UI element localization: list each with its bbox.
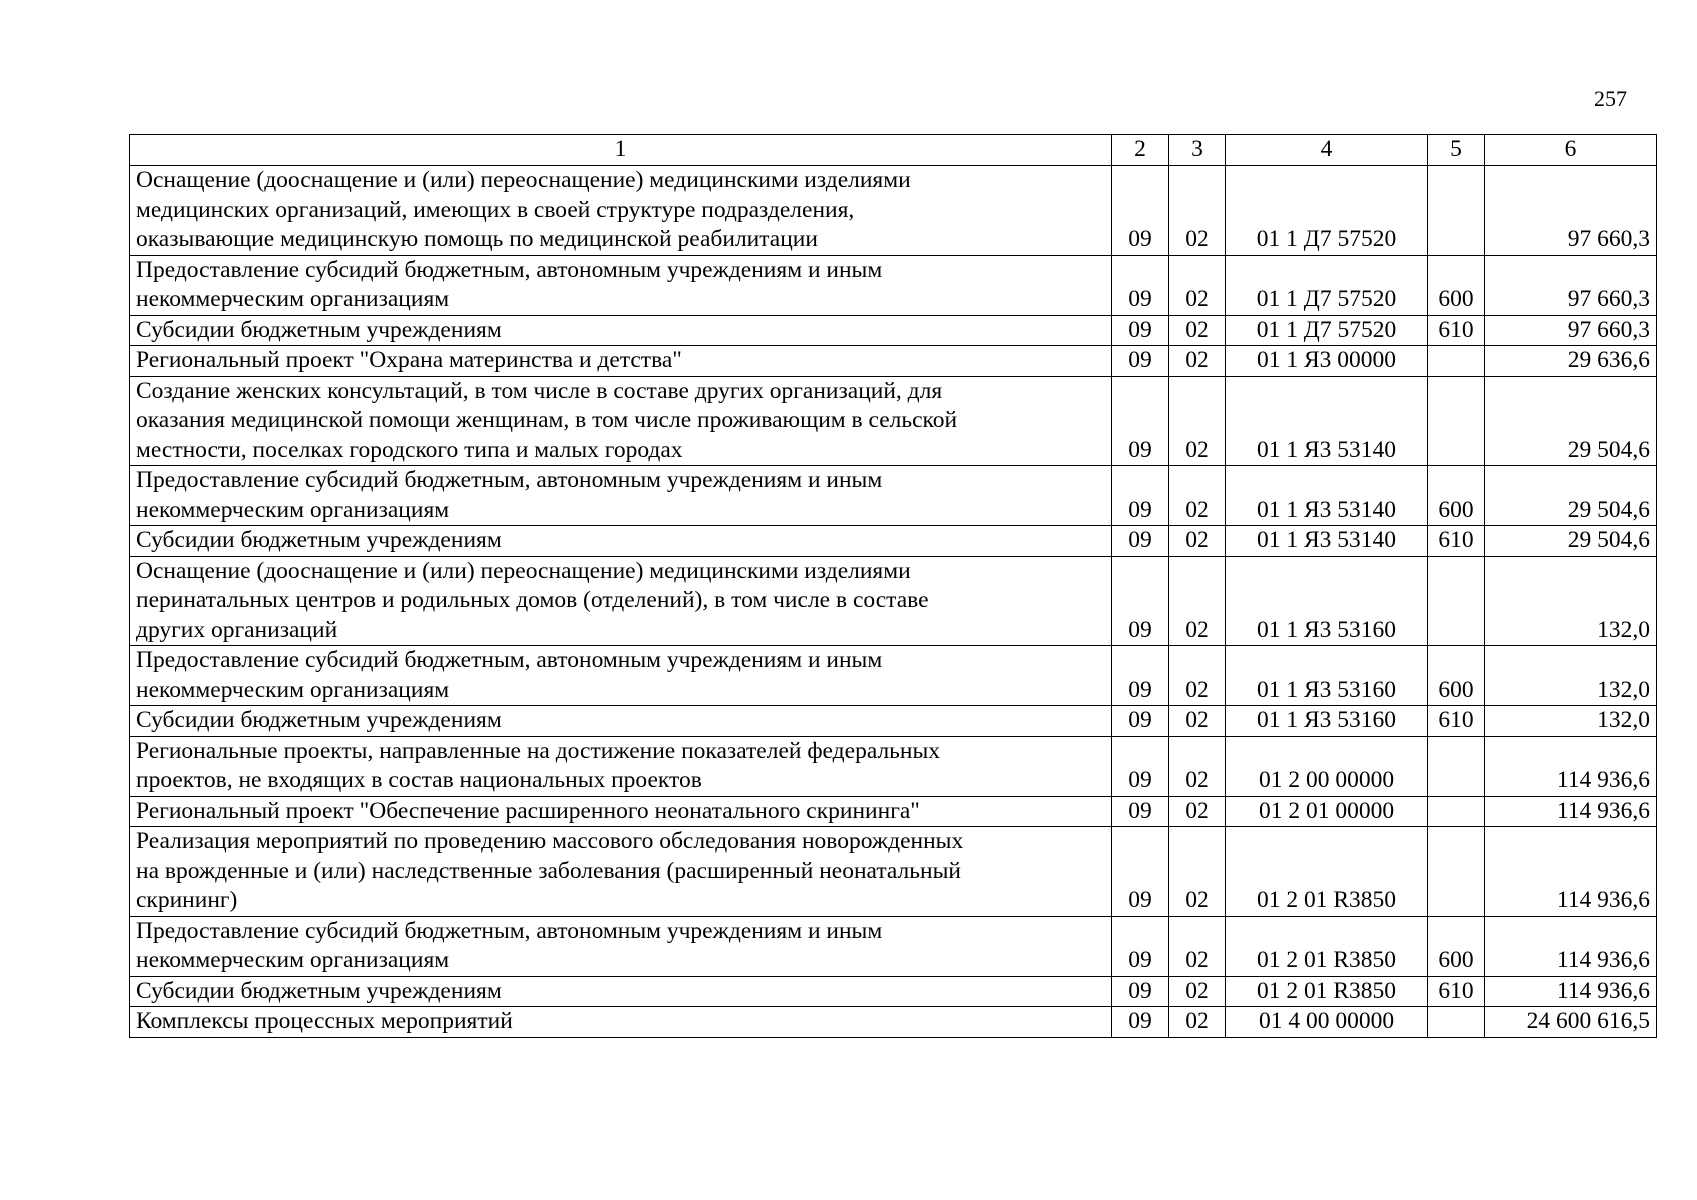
subsection-code-cell: 02	[1169, 976, 1226, 1007]
budget-table	[129, 134, 1657, 1038]
target-article-cell: 01 2 01 R3850	[1226, 976, 1428, 1007]
subsection-code-cell: 02	[1169, 466, 1226, 526]
column-header-1: 1	[130, 135, 1112, 166]
table-row	[130, 827, 1657, 917]
expense-type-cell: 600	[1428, 466, 1485, 526]
target-article-cell: 01 1 Я3 53140	[1226, 466, 1428, 526]
expense-type-cell	[1428, 796, 1485, 827]
amount-cell: 97 660,3	[1485, 166, 1657, 256]
expense-type-cell	[1428, 166, 1485, 256]
subsection-code-cell: 02	[1169, 526, 1226, 557]
table-row	[130, 796, 1657, 827]
row-name-cell: Субсидии бюджетным учреждениям	[130, 526, 1112, 557]
amount-cell: 132,0	[1485, 706, 1657, 737]
section-code-cell: 09	[1112, 827, 1169, 917]
expense-type-cell	[1428, 346, 1485, 377]
subsection-code-cell: 02	[1169, 255, 1226, 315]
expense-type-cell: 600	[1428, 646, 1485, 706]
expense-type-cell: 610	[1428, 976, 1485, 1007]
target-article-cell: 01 1 Д7 57520	[1226, 315, 1428, 346]
section-code-cell: 09	[1112, 706, 1169, 737]
section-code-cell: 09	[1112, 255, 1169, 315]
table-row	[130, 706, 1657, 737]
table-row	[130, 315, 1657, 346]
column-header-5: 5	[1428, 135, 1485, 166]
amount-cell: 97 660,3	[1485, 255, 1657, 315]
row-name-cell: Предоставление субсидий бюджетным, автономным учреждениям и иным некоммерческим организациям	[130, 916, 1112, 976]
table-row	[130, 1007, 1657, 1038]
expense-type-cell: 610	[1428, 526, 1485, 557]
row-name-cell: Региональные проекты, направленные на достижение показателей федеральных проектов, не входящих в состав национальных проектов	[130, 736, 1112, 796]
section-code-cell: 09	[1112, 736, 1169, 796]
row-name-cell: Региональный проект "Охрана материнства и детства"	[130, 346, 1112, 377]
row-name-cell: Предоставление субсидий бюджетным, автономным учреждениям и иным некоммерческим организациям	[130, 255, 1112, 315]
amount-cell: 114 936,6	[1485, 916, 1657, 976]
amount-cell: 29 504,6	[1485, 526, 1657, 557]
subsection-code-cell: 02	[1169, 556, 1226, 646]
subsection-code-cell: 02	[1169, 376, 1226, 466]
subsection-code-cell: 02	[1169, 315, 1226, 346]
amount-cell: 24 600 616,5	[1485, 1007, 1657, 1038]
row-name-cell: Оснащение (дооснащение и (или) переоснащение) медицинскими изделиями медицинских организаций, имеющих в своей структуре подразделения, оказывающие медицинскую помощь по медицинской реабилитации	[130, 166, 1112, 256]
target-article-cell: 01 1 Я3 53140	[1226, 526, 1428, 557]
expense-type-cell: 610	[1428, 315, 1485, 346]
expense-type-cell	[1428, 556, 1485, 646]
target-article-cell: 01 1 Д7 57520	[1226, 166, 1428, 256]
table-row	[130, 646, 1657, 706]
section-code-cell: 09	[1112, 376, 1169, 466]
table-row	[130, 736, 1657, 796]
table-header	[130, 135, 1657, 166]
amount-cell: 114 936,6	[1485, 796, 1657, 827]
subsection-code-cell: 02	[1169, 166, 1226, 256]
row-name-cell: Предоставление субсидий бюджетным, автономным учреждениям и иным некоммерческим организациям	[130, 646, 1112, 706]
expense-type-cell	[1428, 376, 1485, 466]
table-row	[130, 556, 1657, 646]
row-name-cell: Субсидии бюджетным учреждениям	[130, 706, 1112, 737]
column-header-6: 6	[1485, 135, 1657, 166]
target-article-cell: 01 2 01 R3850	[1226, 916, 1428, 976]
row-name-cell: Субсидии бюджетным учреждениям	[130, 315, 1112, 346]
row-name-cell: Создание женских консультаций, в том числе в составе других организаций, для оказания медицинской помощи женщинам, в том числе проживающим в сельской местности, поселках городского типа и малых городах	[130, 376, 1112, 466]
section-code-cell: 09	[1112, 1007, 1169, 1038]
row-name-cell: Региональный проект "Обеспечение расширенного неонатального скрининга"	[130, 796, 1112, 827]
expense-type-cell: 610	[1428, 706, 1485, 737]
amount-cell: 114 936,6	[1485, 736, 1657, 796]
section-code-cell: 09	[1112, 646, 1169, 706]
target-article-cell: 01 1 Я3 53160	[1226, 646, 1428, 706]
row-name-cell: Предоставление субсидий бюджетным, автономным учреждениям и иным некоммерческим организациям	[130, 466, 1112, 526]
target-article-cell: 01 2 01 00000	[1226, 796, 1428, 827]
amount-cell: 29 504,6	[1485, 376, 1657, 466]
section-code-cell: 09	[1112, 796, 1169, 827]
column-header-2: 2	[1112, 135, 1169, 166]
expense-type-cell	[1428, 1007, 1485, 1038]
subsection-code-cell: 02	[1169, 346, 1226, 377]
amount-cell: 114 936,6	[1485, 976, 1657, 1007]
table-row	[130, 346, 1657, 377]
amount-cell: 29 504,6	[1485, 466, 1657, 526]
table-body	[130, 166, 1657, 1038]
table-row	[130, 466, 1657, 526]
amount-cell: 114 936,6	[1485, 827, 1657, 917]
subsection-code-cell: 02	[1169, 1007, 1226, 1038]
subsection-code-cell: 02	[1169, 736, 1226, 796]
expense-type-cell	[1428, 736, 1485, 796]
expense-type-cell	[1428, 827, 1485, 917]
section-code-cell: 09	[1112, 916, 1169, 976]
row-name-cell: Оснащение (дооснащение и (или) переоснащение) медицинскими изделиями перинатальных центров и родильных домов (отделений), в том числе в составе других организаций	[130, 556, 1112, 646]
subsection-code-cell: 02	[1169, 706, 1226, 737]
amount-cell: 29 636,6	[1485, 346, 1657, 377]
table-row	[130, 526, 1657, 557]
subsection-code-cell: 02	[1169, 827, 1226, 917]
table-row	[130, 976, 1657, 1007]
amount-cell: 132,0	[1485, 556, 1657, 646]
amount-cell: 97 660,3	[1485, 315, 1657, 346]
section-code-cell: 09	[1112, 466, 1169, 526]
subsection-code-cell: 02	[1169, 916, 1226, 976]
section-code-cell: 09	[1112, 346, 1169, 377]
target-article-cell: 01 2 00 00000	[1226, 736, 1428, 796]
subsection-code-cell: 02	[1169, 796, 1226, 827]
section-code-cell: 09	[1112, 166, 1169, 256]
target-article-cell: 01 1 Я3 00000	[1226, 346, 1428, 377]
table-row	[130, 376, 1657, 466]
subsection-code-cell: 02	[1169, 646, 1226, 706]
target-article-cell: 01 2 01 R3850	[1226, 827, 1428, 917]
page-number: 257	[1594, 86, 1627, 111]
amount-cell: 132,0	[1485, 646, 1657, 706]
expense-type-cell: 600	[1428, 916, 1485, 976]
table-row	[130, 255, 1657, 315]
target-article-cell: 01 1 Я3 53140	[1226, 376, 1428, 466]
table-row	[130, 916, 1657, 976]
target-article-cell: 01 1 Я3 53160	[1226, 556, 1428, 646]
row-name-cell: Субсидии бюджетным учреждениям	[130, 976, 1112, 1007]
table-row	[130, 166, 1657, 256]
target-article-cell: 01 1 Я3 53160	[1226, 706, 1428, 737]
column-header-4: 4	[1226, 135, 1428, 166]
column-header-3: 3	[1169, 135, 1226, 166]
header-row	[130, 135, 1657, 166]
target-article-cell: 01 1 Д7 57520	[1226, 255, 1428, 315]
section-code-cell: 09	[1112, 315, 1169, 346]
target-article-cell: 01 4 00 00000	[1226, 1007, 1428, 1038]
section-code-cell: 09	[1112, 526, 1169, 557]
expense-type-cell: 600	[1428, 255, 1485, 315]
section-code-cell: 09	[1112, 556, 1169, 646]
row-name-cell: Реализация мероприятий по проведению массового обследования новорожденных на врожденные и (или) наследственные заболевания (расширенный неонатальный скрининг)	[130, 827, 1112, 917]
section-code-cell: 09	[1112, 976, 1169, 1007]
row-name-cell: Комплексы процессных мероприятий	[130, 1007, 1112, 1038]
